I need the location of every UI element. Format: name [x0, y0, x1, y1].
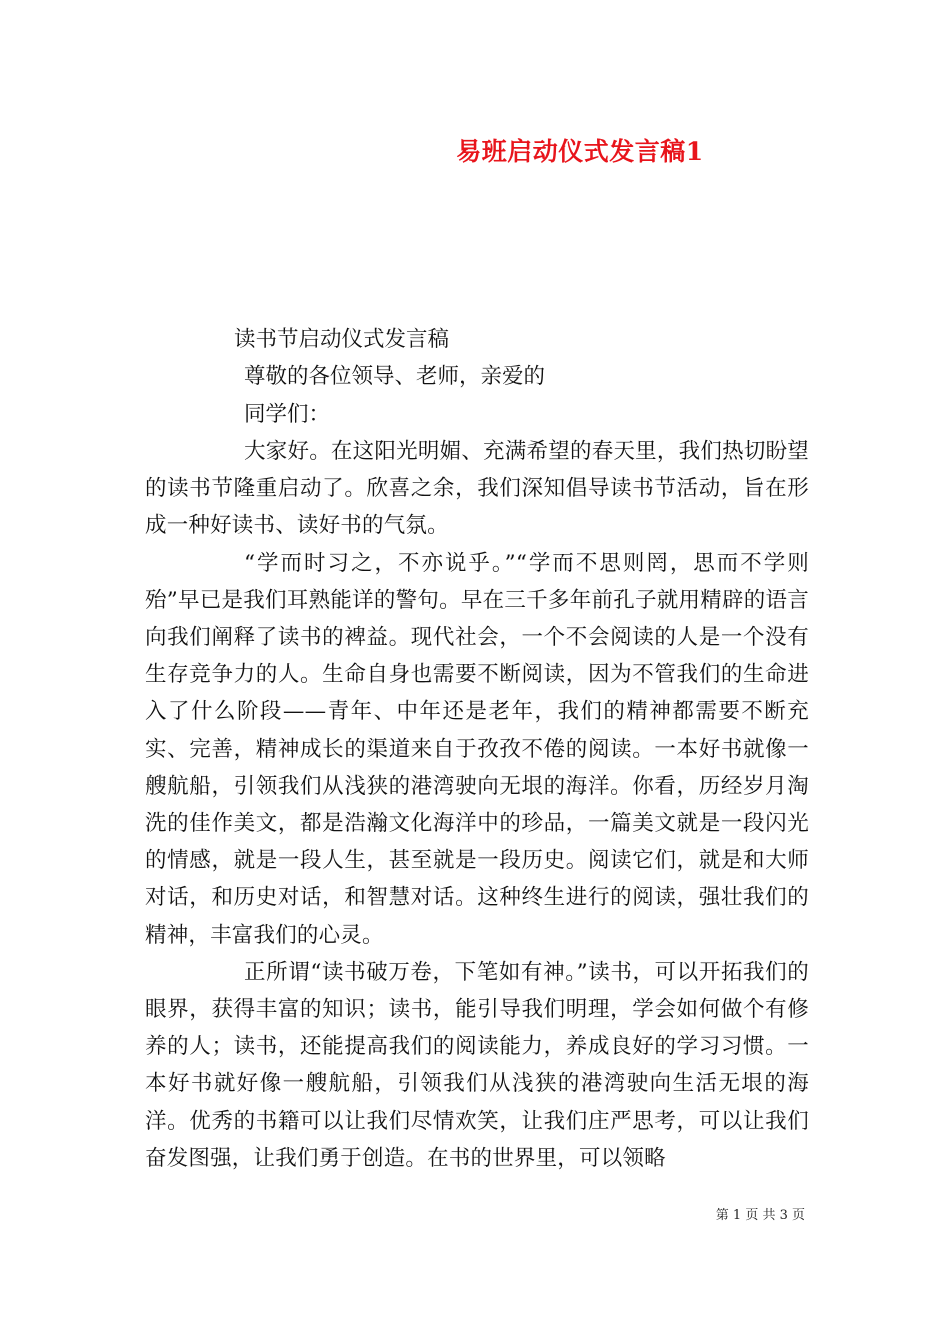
- speech-heading: 读书节启动仪式发言稿: [234, 327, 450, 352]
- page-number-footer: 第 1 页 共 3 页: [715, 1208, 805, 1223]
- document-title: 易班启动仪式发言稿1: [456, 137, 704, 166]
- paragraph-3: 正所谓“读书破万卷，下笔如有神。”读书，可以开拓我们的眼界，获得丰富的知识；读书，能引导我们明理，学会如何做个有修养的人；读书，还能提高我们的阅读能力，养成良好的学习习惯。一本好书就好像一艘航船，引领我们从浅狭的港湾驶向生活无垠的海洋。优秀的书籍可以让我们尽情欢笑，让我们庄严思考，可以让我们奋发图强，让我们勇于创造。在书的世界里，可以领略: [145, 959, 809, 1171]
- salutation-line-1: 尊敬的各位领导、老师，亲爱的: [244, 364, 546, 389]
- paragraph-2: “学而时习之，不亦说乎。”“学而不思则罔，思而不学则殆”早已是我们耳熟能详的警句。早在三千多年前孔子就用精辟的语言向我们阐释了读书的裨益。现代社会，一个不会阅读的人是一个没有生存竞争力的人。生命自身也需要不断阅读，因为不管我们的生命进入了什么阶段——青年、中年还是老年，我们的精神都需要不断充实、完善，精神成长的渠道来自于孜孜不倦的阅读。一本好书就像一艘航船，引领我们从浅狭的港湾驶向无垠的海洋。你看，历经岁月淘洗的佳作美文，都是浩瀚文化海洋中的珍品，一篇美文就是一段闪光的情感，就是一段人生，甚至就是一段历史。阅读它们，就是和大师对话，和历史对话，和智慧对话。这种终生进行的阅读，强壮我们的精神，丰富我们的心灵。: [145, 550, 809, 948]
- salutation-line-2: 同学们：: [244, 402, 331, 427]
- paragraph-1: 大家好。在这阳光明媚、充满希望的春天里，我们热切盼望的读书节隆重启动了。欣喜之余，我们深知倡导读书节活动，旨在形成一种好读书、读好书的气氛。: [145, 439, 809, 539]
- speech-body: [145, 433, 809, 1177]
